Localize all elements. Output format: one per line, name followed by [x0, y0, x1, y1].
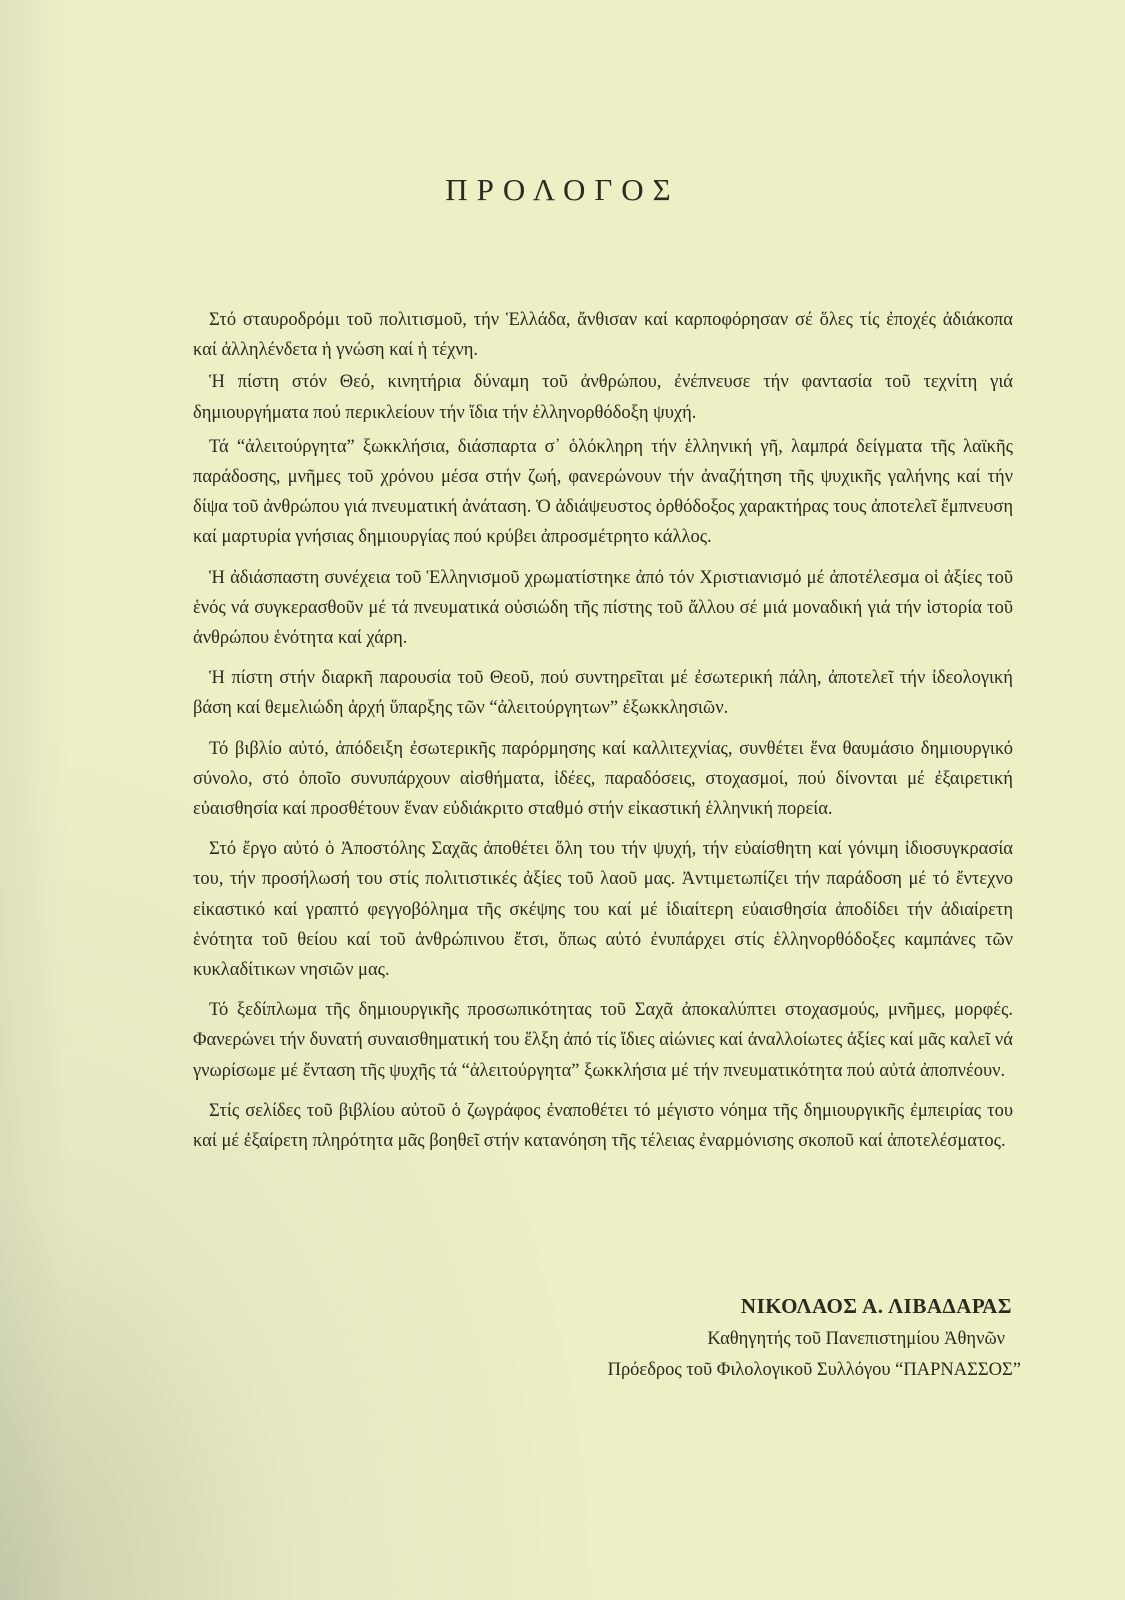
- paragraph: Τά “ἀλειτούργητα” ξωκκλήσια, διάσπαρτα σ᾿ ὁλόκληρη τήν ἑλληνική γῆ, λαμπρά δείγματα τῆς λαϊκῆς παράδοσης, μνῆμες τοῦ χρόνου μέσα στήν ζωή, φανερώνουν τήν ἀναζήτηση τῆς ψυχικῆς γαλήνης καί τήν δίψα τοῦ ἀνθρώπου γιά πνευματική ἀνάταση. Ὁ ἀδιάψευστος ὀρθόδοξος χαρακτήρας τους ἀποτελεῖ ἔμπνευση καί μαρτυρία γνήσιας δημιουργίας πού κρύβει ἀπροσμέτρητο κάλλος.: [193, 436, 1013, 548]
- prologue-body: [193, 305, 1013, 1156]
- signature-title-line-2: Πρόεδρος τοῦ Φιλολογικοῦ Συλλόγου “ΠΑΡΝΑΣΣΟΣ”: [607, 1360, 1021, 1380]
- paragraph: Τό βιβλίο αὐτό, ἀπόδειξη ἐσωτερικῆς παρόρμησης καί καλλιτεχνίας, συνθέτει ἕνα θαυμάσιο δημιουργικό σύνολο, στό ὁποῖο συνυπάρχουν αἰσθήματα, ἰδέες, παραδόσεις, στοχασμοί, πού δίνονται μέ ἐξαιρετική εὐαισθησία καί προσθέτουν ἕναν εὐδιάκριτο σταθμό στήν εἰκαστική ἑλληνική πορεία.: [193, 738, 1013, 820]
- paragraph: Τό ξεδίπλωμα τῆς δημιουργικῆς προσωπικότητας τοῦ Σαχᾶ ἀποκαλύπτει στοχασμούς, μνῆμες, μορφές. Φανερώνει τήν δυνατή συναισθηματική του ἕλξη ἀπό τίς ἴδιες αἰώνιες καί ἀναλλοίωτες ἀξίες καί μᾶς καλεῖ νά γνωρίσωμε μέ ἔνταση τῆς ψυχῆς τά “ἀλειτούργητα” ξωκκλήσια μέ τήν πνευματικότητα πού αὐτά ἀποπνέουν.: [193, 1000, 1013, 1081]
- signature-name: ΝΙΚΟΛΑΟΣ Α. ΛΙΒΑΔΑΡΑΣ: [740, 1294, 1012, 1318]
- paragraph: Στό ἔργο αὐτό ὁ Ἀποστόλης Σαχᾶς ἀποθέτει ὅλη του τήν ψυχή, τήν εὐαίσθητη καί γόνιμη ἰδιοσυγκρασία του, τήν προσήλωσή του στίς πολιτιστικές ἀξίες τοῦ λαοῦ μας. Ἀντιμετωπίζει τήν παράδοση μέ τό ἔντεχνο εἰκαστικό καί γραπτό φεγγοβόλημα τῆς σκέψης του καί μέ ἰδιαίτερη εὐαισθησία ἀποδίδει τήν ἀδιαίρετη ἑνότητα τοῦ θείου καί τοῦ ἀνθρώπινου ἔτσι, ὅπως αὐτό ἐνυπάρχει στίς ἑλληνορθόδοξες καμπάνες τῶν κυκλαδίτικων νησιῶν μας.: [193, 839, 1013, 981]
- paragraph: Στίς σελίδες τοῦ βιβλίου αὐτοῦ ὁ ζωγράφος ἐναποθέτει τό μέγιστο νόημα τῆς δημιουργικῆς ἐμπειρίας του καί μέ ἐξαίρετη πληρότητα μᾶς βοηθεῖ στήν κατανόηση τῆς τέλειας ἐναρμόνισης σκοποῦ καί ἀποτελέσματος.: [193, 1100, 1013, 1152]
- page-title: ΠΡΟΛΟΓΟΣ: [445, 172, 680, 207]
- signature-title-line-1: Καθηγητής τοῦ Πανεπιστημίου Ἀθηνῶν: [707, 1329, 1005, 1349]
- paragraph: Στό σταυροδρόμι τοῦ πολιτισμοῦ, τήν Ἑλλάδα, ἄνθισαν καί καρποφόρησαν σέ ὅλες τίς ἐποχές ἀδιάκοπα καί ἀλληλένδετα ἡ γνώση καί ἡ τέχνη.: [193, 310, 1013, 361]
- paragraph: Ἡ πίστη στήν διαρκῆ παρουσία τοῦ Θεοῦ, πού συντηρεῖται μέ ἐσωτερική πάλη, ἀποτελεῖ τήν ἰδεολογική βάση καί θεμελιώδη ἀρχή ὕπαρξης τῶν “ἀλειτούργητων” ἐξωκκλησιῶν.: [193, 668, 1013, 719]
- paragraph: Ἡ ἀδιάσπαστη συνέχεια τοῦ Ἑλληνισμοῦ χρωματίστηκε ἀπό τόν Χριστιανισμό μέ ἀποτέλεσμα οἱ ἀξίες τοῦ ἑνός νά συγκερασθοῦν μέ τά πνευματικά οὐσιώδη τῆς πίστης τοῦ ἄλλου σέ μιά μοναδική γιά τήν ἱστορία τοῦ ἀνθρώπου ἑνότητα καί χάρη.: [193, 567, 1013, 649]
- paragraph: Ἡ πίστη στόν Θεό, κινητήρια δύναμη τοῦ ἀνθρώπου, ἐνέπνευσε τήν φαντασία τοῦ τεχνίτη γιά δημιουργήματα πού περικλείουν τήν ἴδια τήν ἑλληνορθόδοξη ψυχή.: [193, 372, 1013, 423]
